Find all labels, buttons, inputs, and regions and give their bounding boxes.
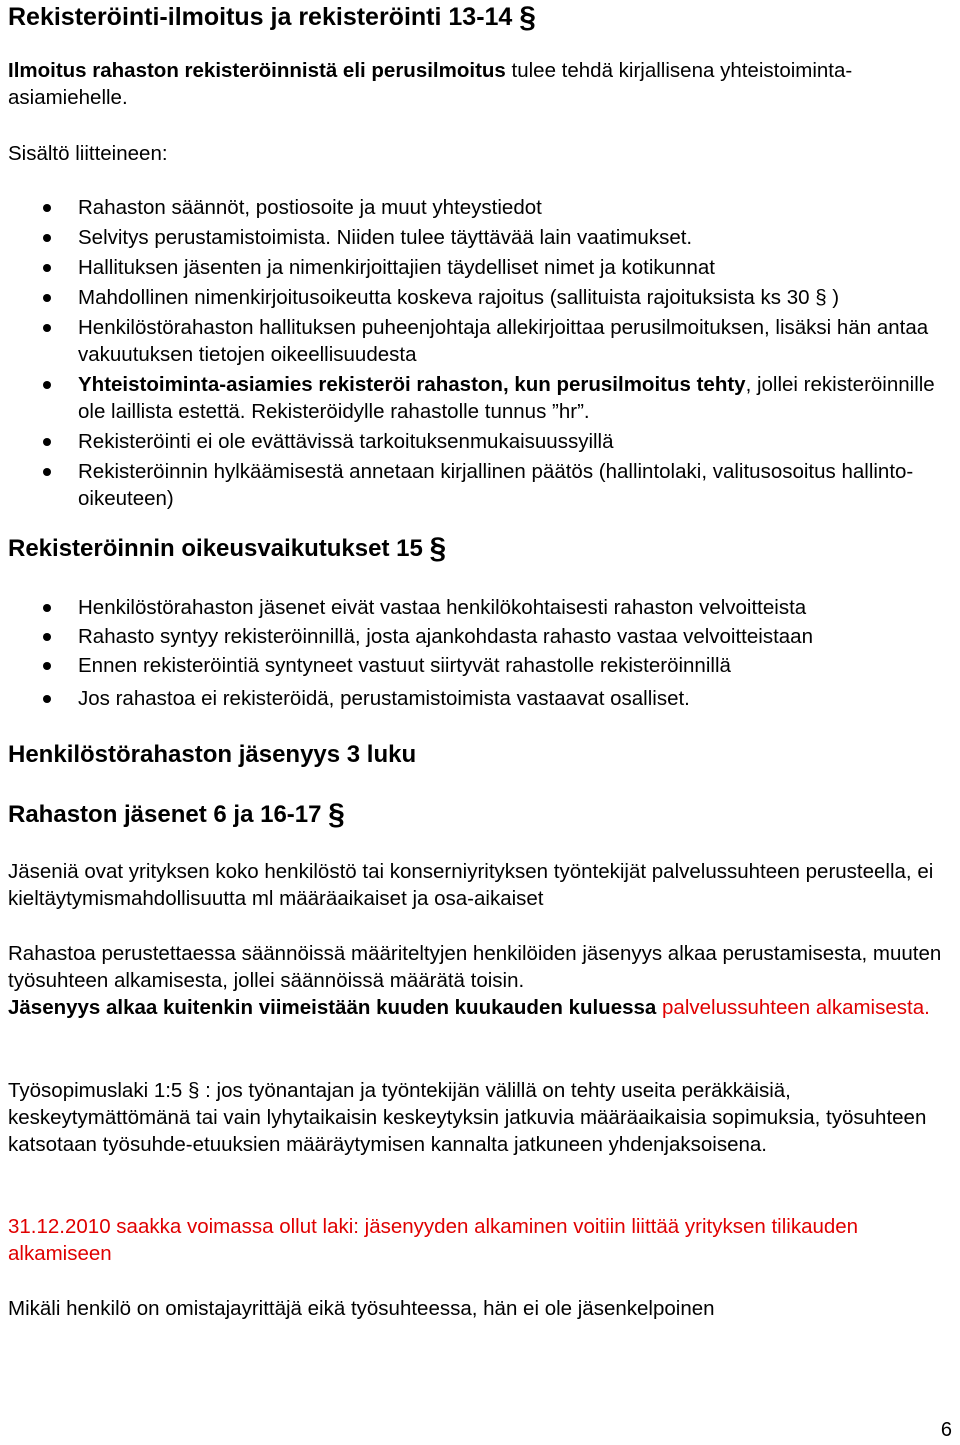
bullet-icon bbox=[43, 381, 51, 389]
employment-contracts-act-paragraph: Työsopimuslaki 1:5 § : jos työnantajan ja työntekijän välillä on tehty useita peräkkäisiä, keskeytymättömänä tai vain lyhytaikaisin keskeytyksin jatkuvia määräaikaisia sopimuksia, työsuhteen katsotaan työsuhde-etuuksien määräytymisen kannalta jatkuneen yhdenjaksoisena. bbox=[8, 1079, 927, 1156]
list-item: Mahdollinen nimenkirjoitusoikeutta koskeva rajoitus (sallituista rajoituksista ks 30 § ) bbox=[0, 284, 955, 311]
list-item: Yhteistoiminta-asiamies rekisteröi rahaston, kun perusilmoitus tehty, jollei rekisteröinnille ole laillista estettä. Rekisteröidylle rahastolle tunnus ”hr”. bbox=[0, 371, 955, 425]
intro-bold-text: Ilmoitus rahaston rekisteröinnistä eli perusilmoitus bbox=[8, 59, 506, 82]
intro-paragraph bbox=[8, 57, 953, 111]
bullet-icon bbox=[43, 633, 51, 641]
list-item: Rahaston säännöt, postiosoite ja muut yhteystiedot bbox=[0, 194, 955, 221]
bullet-icon bbox=[43, 294, 51, 302]
section-title-legal-effects: Rekisteröinnin oikeusvaikutukset 15 § bbox=[8, 532, 447, 565]
bullet-icon bbox=[43, 264, 51, 272]
bullet-icon bbox=[43, 695, 51, 703]
list-item: Rekisteröinnin hylkäämisestä annetaan kirjallinen päätös (hallintolaki, valitusosoitus hallinto-oikeuteen) bbox=[0, 458, 955, 512]
bullet-icon bbox=[43, 438, 51, 446]
list-item: Henkilöstörahaston hallituksen puheenjohtaja allekirjoittaa perusilmoituksen, lisäksi hän antaa vakuutuksen tietojen oikeellisuudesta bbox=[0, 314, 955, 368]
bullet-icon bbox=[43, 468, 51, 476]
bullet-icon bbox=[43, 662, 51, 670]
list-item: Henkilöstörahaston jäsenet eivät vastaa henkilökohtaisesti rahaston velvoitteista bbox=[0, 594, 955, 621]
list-item: Jos rahastoa ei rekisteröidä, perustamistoimista vastaavat osalliset. bbox=[0, 685, 955, 712]
bullet-icon bbox=[43, 324, 51, 332]
contents-label: Sisältö liitteineen: bbox=[8, 142, 168, 165]
owner-entrepreneur-note: Mikäli henkilö on omistajayrittäjä eikä työsuhteessa, hän ei ole jäsenkelpoinen bbox=[8, 1297, 715, 1320]
section-title-registration: Rekisteröinti-ilmoitus ja rekisteröinti 13-14 § bbox=[8, 1, 536, 34]
list-item: Hallituksen jäsenten ja nimenkirjoittajien täydelliset nimet ja kotikunnat bbox=[0, 254, 955, 281]
list-item: Rekisteröinti ei ole evättävissä tarkoituksenmukaisuussyillä bbox=[0, 428, 955, 455]
members-paragraph-2: Rahastoa perustettaessa säännöissä määriteltyjen henkilöiden jäsenyys alkaa perustamisesta, muuten työsuhteen alkamisesta, jollei säännöissä määrätä toisin. Jäsenyys alkaa kuitenkin viimeistään kuuden kuukauden kuluessa palvelussuhteen alkamisesta. bbox=[8, 942, 942, 1019]
list-item: Rahasto syntyy rekisteröinnillä, josta ajankohdasta rahasto vastaa velvoitteistaan bbox=[0, 623, 955, 650]
list-item: Selvitys perustamistoimista. Niiden tulee täyttävää lain vaatimukset. bbox=[0, 224, 955, 251]
legal-effects-list bbox=[0, 594, 955, 712]
members-paragraph-1: Jäseniä ovat yrityksen koko henkilöstö tai konserniyrityksen työntekijät palvelussuhteen perusteella, ei kieltäytymismahdollisuutta ml määräaikaiset ja osa-aikaiset bbox=[8, 860, 934, 910]
list-item: Ennen rekisteröintiä syntyneet vastuut siirtyvät rahastolle rekisteröinnillä bbox=[0, 652, 955, 679]
bullet-icon bbox=[43, 234, 51, 242]
bullet-icon bbox=[43, 604, 51, 612]
section-title-fund-members: Rahaston jäsenet 6 ja 16-17 § bbox=[8, 798, 345, 831]
intro-rest-text: tulee tehdä kirjallisena yhteistoiminta-asiamiehelle. bbox=[8, 59, 853, 109]
bullet-icon bbox=[43, 204, 51, 212]
page-number: 6 bbox=[940, 1419, 952, 1441]
contents-list bbox=[0, 194, 955, 512]
section-title-membership: Henkilöstörahaston jäsenyys 3 luku bbox=[8, 741, 417, 768]
old-law-note: 31.12.2010 saakka voimassa ollut laki: jäsenyyden alkaminen voitiin liittää yrityksen tilikauden alkamiseen bbox=[8, 1215, 859, 1265]
